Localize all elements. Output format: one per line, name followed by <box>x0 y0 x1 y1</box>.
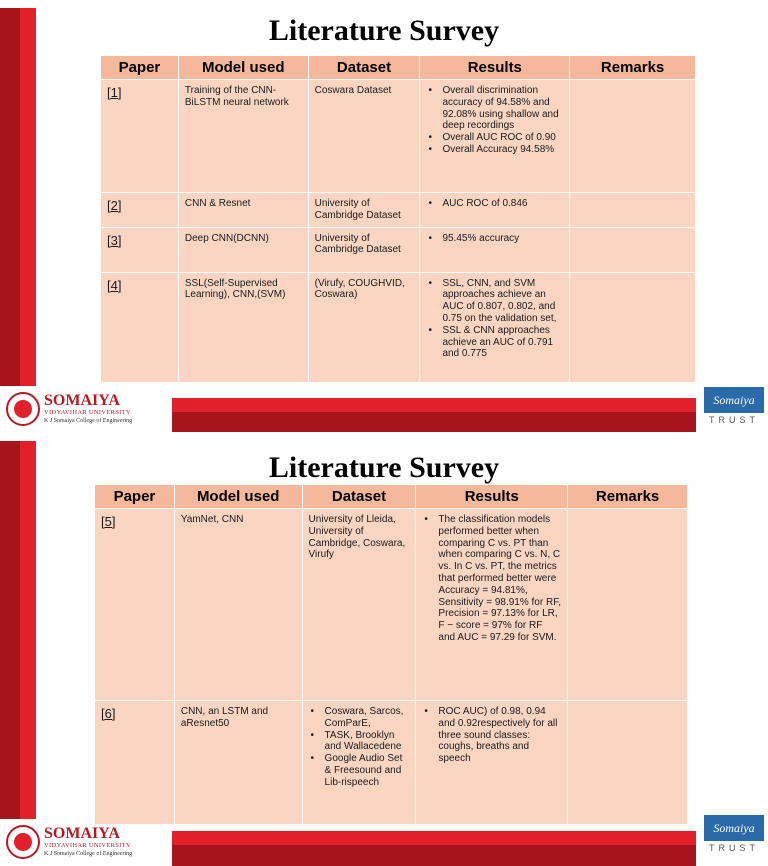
model-cell: Deep CNN(DCNN) <box>178 227 308 272</box>
header-model: Model used <box>174 485 302 509</box>
results-cell <box>420 80 570 193</box>
brand-university: VIDYAVIHAR UNIVERSITY <box>44 408 131 416</box>
paper-ref-cell <box>101 80 179 193</box>
table-header-row <box>101 56 696 80</box>
paper-ref-cell <box>101 193 179 228</box>
somaiya-trust-logo <box>704 815 764 853</box>
left-band-dark <box>0 8 20 386</box>
somaiya-logo <box>6 825 132 859</box>
table-row <box>101 272 696 382</box>
header-paper: Paper <box>101 56 179 80</box>
footer-bar-dark <box>172 845 696 866</box>
paper-ref-cell <box>95 701 175 825</box>
remarks-cell <box>570 193 696 228</box>
paper-ref-link[interactable]: [2] <box>107 198 122 213</box>
paper-ref-cell <box>95 509 175 701</box>
dataset-item: • Google Audio Set & Freesound and Lib-rispeech <box>309 753 410 788</box>
somaiya-trust-logo <box>704 387 764 425</box>
brand-university: VIDYAVIHAR UNIVERSITY <box>44 841 131 849</box>
dataset-cell: University of Lleida, University of Cambridge, Coswara, Virufy <box>302 509 416 701</box>
trust-script: Somaiya <box>704 815 764 841</box>
footer-bar-dark <box>172 412 696 432</box>
results-cell <box>416 701 568 825</box>
result-item: • SSL, CNN, and SVM approaches achieve an AUC of 0.807, 0.802, and 0.75 on the validation set, <box>426 278 563 325</box>
paper-ref-cell <box>101 272 179 382</box>
brand-name: SOMAIYA <box>44 391 120 409</box>
university-seal-icon <box>6 392 40 426</box>
dataset-cell: University of Cambridge Dataset <box>308 227 420 272</box>
paper-ref-link[interactable]: [6] <box>101 706 116 721</box>
table-row <box>95 701 688 825</box>
header-model: Model used <box>178 56 308 80</box>
result-item: • The classification models performed better when comparing C vs. PT than when comparing C vs. N, C vs. In C vs. PT, the metrics that performed better were Accuracy = 94.81%, Sensitivity = 98.91% for RF, Precision = 97.13% for LR, F − score = 97% for RF and AUC = 97.29 for SVM. <box>422 514 561 644</box>
results-cell <box>420 193 570 228</box>
remarks-cell <box>568 701 688 825</box>
paper-ref-link[interactable]: [4] <box>107 277 122 293</box>
paper-ref-link[interactable]: [5] <box>101 514 116 529</box>
results-cell <box>420 227 570 272</box>
model-cell: Training of the CNN-BiLSTM neural network <box>178 80 308 193</box>
result-item: • 95.45% accuracy <box>426 233 563 245</box>
header-remarks: Remarks <box>568 485 688 509</box>
university-seal-icon <box>6 825 40 859</box>
survey-table <box>100 55 696 383</box>
somaiya-logo <box>6 392 132 426</box>
table-row <box>95 509 688 701</box>
table-row <box>101 193 696 228</box>
result-item: • Overall discrimination accuracy of 94.58% and 92.08% using shallow and deep recordings <box>426 85 563 132</box>
header-paper: Paper <box>95 485 175 509</box>
brand-college: K J Somaiya College of Engineering <box>44 417 133 424</box>
table-row <box>101 80 696 193</box>
result-item: • SSL & CNN approaches achieve an AUC of 0.791 and 0.775 <box>426 325 563 360</box>
results-cell <box>420 272 570 382</box>
results-cell <box>416 509 568 701</box>
header-dataset: Dataset <box>302 485 416 509</box>
remarks-cell <box>570 80 696 193</box>
left-band-light <box>20 8 36 386</box>
remarks-cell <box>570 227 696 272</box>
paper-ref-link[interactable]: [1] <box>107 85 122 100</box>
table-row <box>101 227 696 272</box>
left-band-light <box>20 441 36 819</box>
brand-college: K J Somaiya College of Engineering <box>44 850 133 857</box>
result-item: • Overall Accuracy 94.58% <box>426 144 563 156</box>
paper-ref-cell <box>101 227 179 272</box>
dataset-cell: Coswara Dataset <box>308 80 420 193</box>
survey-table <box>94 484 688 825</box>
header-results: Results <box>420 56 570 80</box>
dataset-cell: (Virufy, COUGHVID, Coswara) <box>308 272 420 382</box>
paper-ref-link[interactable]: [3] <box>107 232 122 248</box>
dataset-cell: University of Cambridge Dataset <box>308 193 420 228</box>
trust-word: TRUST <box>709 415 759 425</box>
footer-bar <box>172 398 696 412</box>
model-cell: CNN, an LSTM and aResnet50 <box>174 701 302 825</box>
slide-title: Literature Survey <box>268 451 500 484</box>
result-item: • AUC ROC of 0.846 <box>426 198 563 210</box>
trust-script: Somaiya <box>704 387 764 413</box>
footer-bar <box>172 831 696 845</box>
model-cell: YamNet, CNN <box>174 509 302 701</box>
dataset-cell <box>302 701 416 825</box>
header-dataset: Dataset <box>308 56 420 80</box>
slide-title: Literature Survey <box>268 14 500 47</box>
brand-name: SOMAIYA <box>44 824 120 842</box>
model-cell: SSL(Self-Supervised Learning), CNN,(SVM) <box>178 272 308 382</box>
dataset-item: • TASK, Brooklyn and Wallacedene <box>309 730 410 754</box>
header-results: Results <box>416 485 568 509</box>
header-remarks: Remarks <box>570 56 696 80</box>
result-item: • ROC AUC) of 0.98, 0.94 and 0.92respectively for all three sound classes: coughs, breaths and speech <box>422 706 561 765</box>
left-band-dark <box>0 441 20 819</box>
slide-2 <box>0 433 768 866</box>
result-item: • Overall AUC ROC of 0.90 <box>426 132 563 144</box>
model-cell: CNN & Resnet <box>178 193 308 228</box>
dataset-item: • Coswara, Sarcos, ComParE, <box>309 706 410 730</box>
remarks-cell <box>568 509 688 701</box>
table-header-row <box>95 485 688 509</box>
trust-word: TRUST <box>709 843 759 853</box>
remarks-cell <box>570 272 696 382</box>
